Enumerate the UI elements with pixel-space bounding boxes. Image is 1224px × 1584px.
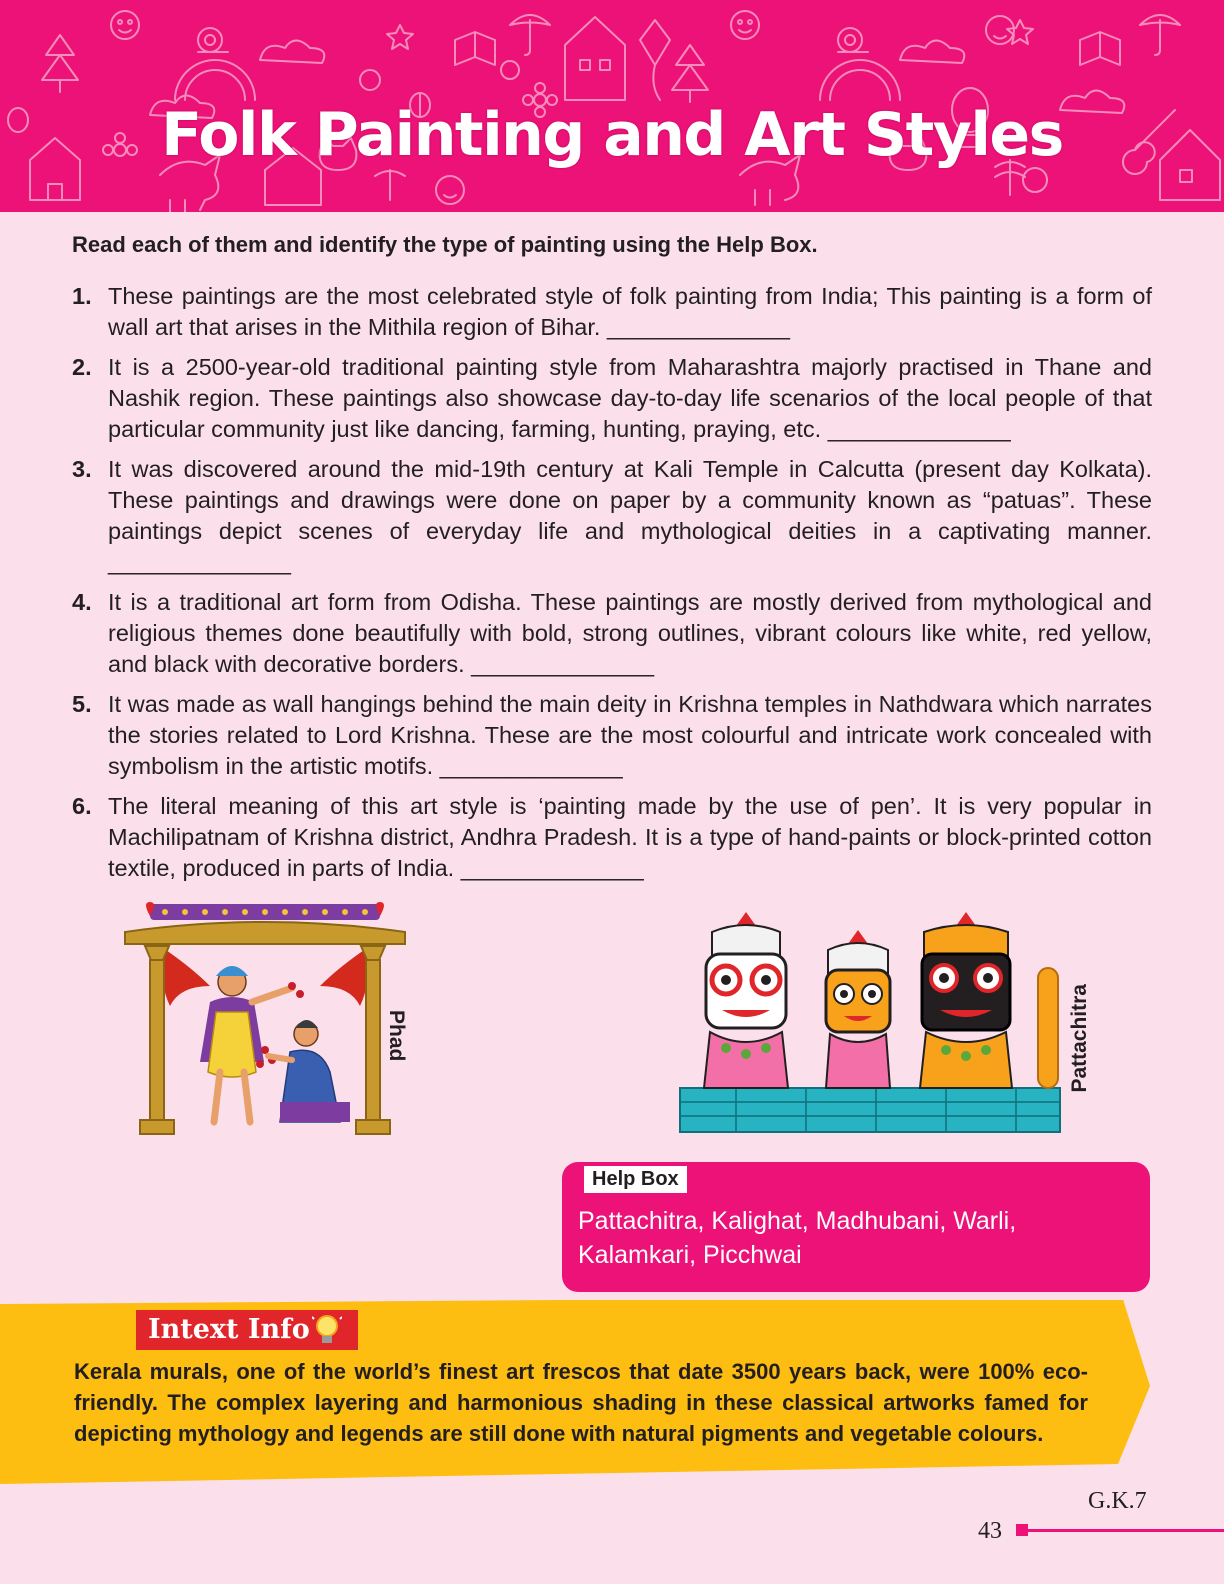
- question-item: [72, 587, 1152, 680]
- help-box-title: Help Box: [584, 1166, 687, 1193]
- question-item: [72, 281, 1152, 343]
- question-list: [72, 281, 1152, 893]
- footer-square-marker: [1016, 1524, 1028, 1536]
- question-item: [72, 454, 1152, 578]
- question-text: The literal meaning of this art style is ‘painting made by the use of pen’. It is very popular in Machilipatnam of Krishna district, Andhra Pradesh. It is a type of hand-paints or block-printed cotton textile, produced in parts of India. ______________: [108, 793, 1152, 881]
- question-text: It was made as wall hangings behind the main deity in Krishna temples in Nathdwara which narrates the stories related to Lord Krishna. These are the most colourful and intricate work concealed with symbolism in the artistic motifs. ______________: [108, 691, 1152, 779]
- lightbulb-icon: [312, 1313, 342, 1347]
- question-text: It is a 2500-year-old traditional painting style from Maharashtra majorly practised in Thane and Nashik region. These paintings also showcase day-to-day life scenarios of the local people of that particular community just like dancing, farming, hunting, praying, etc. ______________: [108, 354, 1152, 442]
- page-number: 43: [978, 1518, 1002, 1544]
- question-number: 6.: [72, 793, 92, 819]
- help-box-options: Pattachitra, Kalighat, Madhubani, Warli, Kalamkari, Picchwai: [578, 1207, 1017, 1269]
- pattachitra-illustration: [676, 902, 1070, 1142]
- question-item: [72, 689, 1152, 782]
- book-series-label: G.K.7: [1088, 1488, 1147, 1514]
- question-text: It was discovered around the mid-19th century at Kali Temple in Calcutta (present day Kolkata). These paintings and drawings were done on paper by a community known as “patuas”. These paintings depict scenes of everyday life and mythological deities in a captivating manner. ______________: [108, 456, 1152, 575]
- question-number: 2.: [72, 354, 92, 380]
- instruction-text: Read each of them and identify the type of painting using the Help Box.: [72, 232, 818, 257]
- intext-info-text: Kerala murals, one of the world’s finest art frescos that date 3500 years back, were 100% eco-friendly. The complex layering and harmonious shading in these classical artworks famed for depicting mythology and legends are still done with natural pigments and vegetable colours.: [74, 1359, 1088, 1446]
- intext-info-title: Intext Info: [148, 1314, 310, 1345]
- question-item: [72, 791, 1152, 884]
- help-box: [562, 1162, 1150, 1292]
- question-text: It is a traditional art form from Odisha. These paintings are mostly derived from mythological and religious themes done beautifully with bold, strong outlines, vibrant colours like white, red yellow, and black with decorative borders. ______________: [108, 589, 1152, 677]
- question-number: 4.: [72, 589, 92, 615]
- question-text: These paintings are the most celebrated style of folk painting from India; This painting is a form of wall art that arises in the Mithila region of Bihar. ______________: [108, 283, 1152, 340]
- intext-info-tab: [136, 1310, 358, 1350]
- phad-label: Phad: [385, 1010, 408, 1062]
- question-number: 3.: [72, 456, 92, 482]
- question-number: 1.: [72, 283, 92, 309]
- question-number: 5.: [72, 691, 92, 717]
- pattachitra-label: Pattachitra: [1068, 984, 1091, 1093]
- phad-illustration: [120, 902, 410, 1148]
- page-header: [0, 0, 1224, 212]
- footer-rule: [1028, 1529, 1224, 1532]
- page-title: Folk Painting and Art Styles: [161, 100, 1063, 170]
- question-item: [72, 352, 1152, 445]
